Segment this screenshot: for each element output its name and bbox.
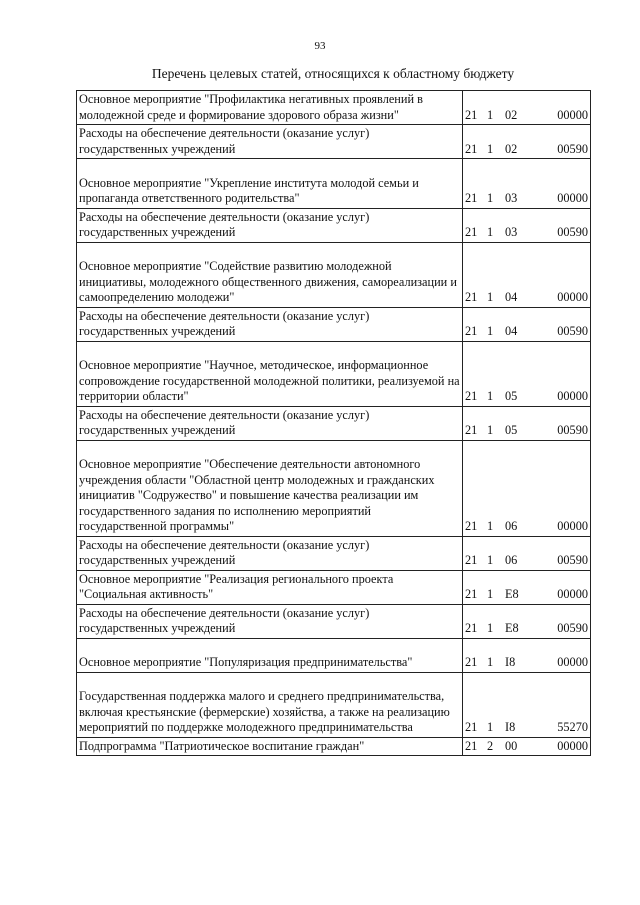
article-code-cell <box>463 91 591 125</box>
article-code-cell <box>463 440 591 536</box>
table-row <box>77 307 591 341</box>
article-code-cell <box>463 307 591 341</box>
measure-code: 00 <box>505 738 518 753</box>
program-code: 21 <box>465 107 478 122</box>
measure-code: E8 <box>505 621 519 635</box>
article-name-cell <box>77 604 463 638</box>
subprogram-code: 1 <box>487 107 494 122</box>
article-code-cell <box>463 242 591 307</box>
article-code <box>465 142 588 158</box>
measure-code: 02 <box>505 107 518 122</box>
program-code: 21 <box>465 553 478 567</box>
subprogram-code: 1 <box>487 290 494 304</box>
article-code <box>465 290 588 306</box>
article-code-cell <box>463 341 591 406</box>
article-name-cell <box>77 536 463 570</box>
article-name: Расходы на обеспечение деятельности (оказание услуг) государственных учреждений <box>79 605 370 635</box>
measure-code: 06 <box>505 519 518 533</box>
program-code: 21 <box>465 621 478 635</box>
article-code-cell <box>463 604 591 638</box>
subprogram-code: 2 <box>487 738 494 753</box>
subprogram-code: 1 <box>487 553 494 567</box>
page-number: 93 <box>314 40 326 52</box>
measure-code: 03 <box>505 191 518 205</box>
direction-code: 55270 <box>557 720 588 734</box>
direction-code: 00000 <box>557 107 588 122</box>
article-name: Основное мероприятие "Популяризация предпринимательства" <box>79 655 413 669</box>
direction-code: 00590 <box>557 225 588 239</box>
direction-code: 00000 <box>557 519 588 533</box>
table-row <box>77 440 591 536</box>
article-name-cell <box>77 125 463 159</box>
program-code: 21 <box>465 720 478 734</box>
blank-line <box>79 674 460 690</box>
table-row <box>77 208 591 242</box>
table-row <box>77 638 591 672</box>
article-code <box>465 324 588 340</box>
measure-code: I8 <box>505 720 516 734</box>
article-name: Расходы на обеспечение деятельности (оказание услуг) государственных учреждений <box>79 407 370 437</box>
article-name-cell <box>77 570 463 604</box>
direction-code: 00590 <box>557 621 588 635</box>
direction-code: 00000 <box>557 290 588 304</box>
measure-code: 04 <box>505 290 518 304</box>
measure-code: 02 <box>505 141 518 156</box>
article-code <box>465 655 588 671</box>
article-code-cell <box>463 125 591 159</box>
article-code-cell <box>463 536 591 570</box>
article-name: Подпрограмма "Патриотическое воспитание граждан" <box>79 738 365 753</box>
subprogram-code: 1 <box>487 587 494 601</box>
article-name: Основное мероприятие "Содействие развитию молодежной инициативы, молодежного общественного движения, самореализации и самоопределению молодежи" <box>79 259 457 304</box>
article-name: Расходы на обеспечение деятельности (оказание услуг) государственных учреждений <box>79 126 370 156</box>
article-name: Основное мероприятие "Профилактика негативных проявлений в молодежной среде и формирование здорового образа жизни" <box>79 92 423 122</box>
article-code <box>465 553 588 569</box>
table-row <box>77 604 591 638</box>
subprogram-code: 1 <box>487 225 494 239</box>
direction-code: 00590 <box>557 324 588 338</box>
article-code <box>465 519 588 535</box>
subprogram-code: 1 <box>487 191 494 205</box>
article-code <box>465 423 588 439</box>
article-code <box>465 587 588 603</box>
article-code <box>465 621 588 637</box>
article-name: Государственная поддержка малого и среднего предпринимательства, включая крестьянские (фермерские) хозяйства, а также на реализацию мероприятий по поддержке молодежного предпринимательства <box>79 689 450 734</box>
article-name: Основное мероприятие "Научное, методическое, информационное сопровождение государственной молодежной политики, реализуемой на территории области" <box>79 358 460 403</box>
article-name: Расходы на обеспечение деятельности (оказание услуг) государственных учреждений <box>79 308 370 338</box>
direction-code: 00000 <box>557 655 588 669</box>
article-code <box>465 739 588 755</box>
table-row <box>77 242 591 307</box>
article-code-cell <box>463 570 591 604</box>
program-code: 21 <box>465 587 478 601</box>
article-name: Расходы на обеспечение деятельности (оказание услуг) государственных учреждений <box>79 537 370 567</box>
article-code <box>465 720 588 736</box>
subprogram-code: 1 <box>487 621 494 635</box>
article-code <box>465 108 588 124</box>
article-name: Основное мероприятие "Укрепление института молодой семьи и пропаганда ответственного родительства" <box>79 175 419 205</box>
program-code: 21 <box>465 290 478 304</box>
subprogram-code: 1 <box>487 389 494 403</box>
article-code <box>465 389 588 405</box>
table-row <box>77 737 591 756</box>
table-row <box>77 536 591 570</box>
program-code: 21 <box>465 519 478 533</box>
article-code <box>465 225 588 241</box>
blank-line <box>79 244 460 260</box>
subprogram-code: 1 <box>487 324 494 338</box>
subprogram-code: 1 <box>487 519 494 533</box>
table-row <box>77 672 591 737</box>
article-code-cell <box>463 672 591 737</box>
direction-code: 00000 <box>557 191 588 205</box>
measure-code: 06 <box>505 553 518 567</box>
program-code: 21 <box>465 389 478 403</box>
article-name: Основное мероприятие "Реализация регионального проекта "Социальная активность" <box>79 571 394 601</box>
article-name-cell <box>77 208 463 242</box>
article-name-cell <box>77 440 463 536</box>
article-name-cell <box>77 737 463 756</box>
blank-line <box>79 160 460 176</box>
table-row <box>77 91 591 125</box>
program-code: 21 <box>465 423 478 437</box>
measure-code: E8 <box>505 587 519 601</box>
article-code-cell <box>463 638 591 672</box>
table-row <box>77 406 591 440</box>
measure-code: 03 <box>505 225 518 239</box>
article-name-cell <box>77 672 463 737</box>
article-code-cell <box>463 406 591 440</box>
blank-line <box>79 442 460 458</box>
article-name-cell <box>77 307 463 341</box>
direction-code: 00590 <box>557 141 588 156</box>
measure-code: 04 <box>505 324 518 338</box>
article-name-cell <box>77 406 463 440</box>
table-row <box>77 125 591 159</box>
measure-code: 05 <box>505 389 518 403</box>
article-name: Расходы на обеспечение деятельности (оказание услуг) государственных учреждений <box>79 209 370 239</box>
blank-line <box>79 640 460 656</box>
subprogram-code: 1 <box>487 141 494 156</box>
article-name-cell <box>77 159 463 209</box>
article-code-cell <box>463 159 591 209</box>
article-name-cell <box>77 638 463 672</box>
table-row <box>77 341 591 406</box>
measure-code: 05 <box>505 423 518 437</box>
program-code: 21 <box>465 738 478 753</box>
direction-code: 00590 <box>557 553 588 567</box>
blank-line <box>79 343 460 359</box>
target-articles-table <box>76 90 591 756</box>
document-title: Перечень целевых статей, относящихся к областному бюджету <box>151 66 515 81</box>
article-name: Основное мероприятие "Обеспечение деятельности автономного учреждения области "Областной центр молодежных и гражданских инициатив "Содружество" и повышение качества реализации им государственного задания по исполнению мероприятий государственной программы" <box>79 457 435 533</box>
table-row <box>77 570 591 604</box>
subprogram-code: 1 <box>487 423 494 437</box>
direction-code: 00000 <box>557 738 588 753</box>
direction-code: 00000 <box>557 389 588 403</box>
article-code <box>465 191 588 207</box>
table-row <box>77 159 591 209</box>
subprogram-code: 1 <box>487 655 494 669</box>
direction-code: 00590 <box>557 423 588 437</box>
article-name-cell <box>77 91 463 125</box>
article-code-cell <box>463 208 591 242</box>
article-name-cell <box>77 242 463 307</box>
article-name-cell <box>77 341 463 406</box>
measure-code: I8 <box>505 655 516 669</box>
program-code: 21 <box>465 141 478 156</box>
program-code: 21 <box>465 655 478 669</box>
direction-code: 00000 <box>557 587 588 601</box>
program-code: 21 <box>465 225 478 239</box>
subprogram-code: 1 <box>487 720 494 734</box>
program-code: 21 <box>465 324 478 338</box>
program-code: 21 <box>465 191 478 205</box>
article-code-cell <box>463 737 591 756</box>
